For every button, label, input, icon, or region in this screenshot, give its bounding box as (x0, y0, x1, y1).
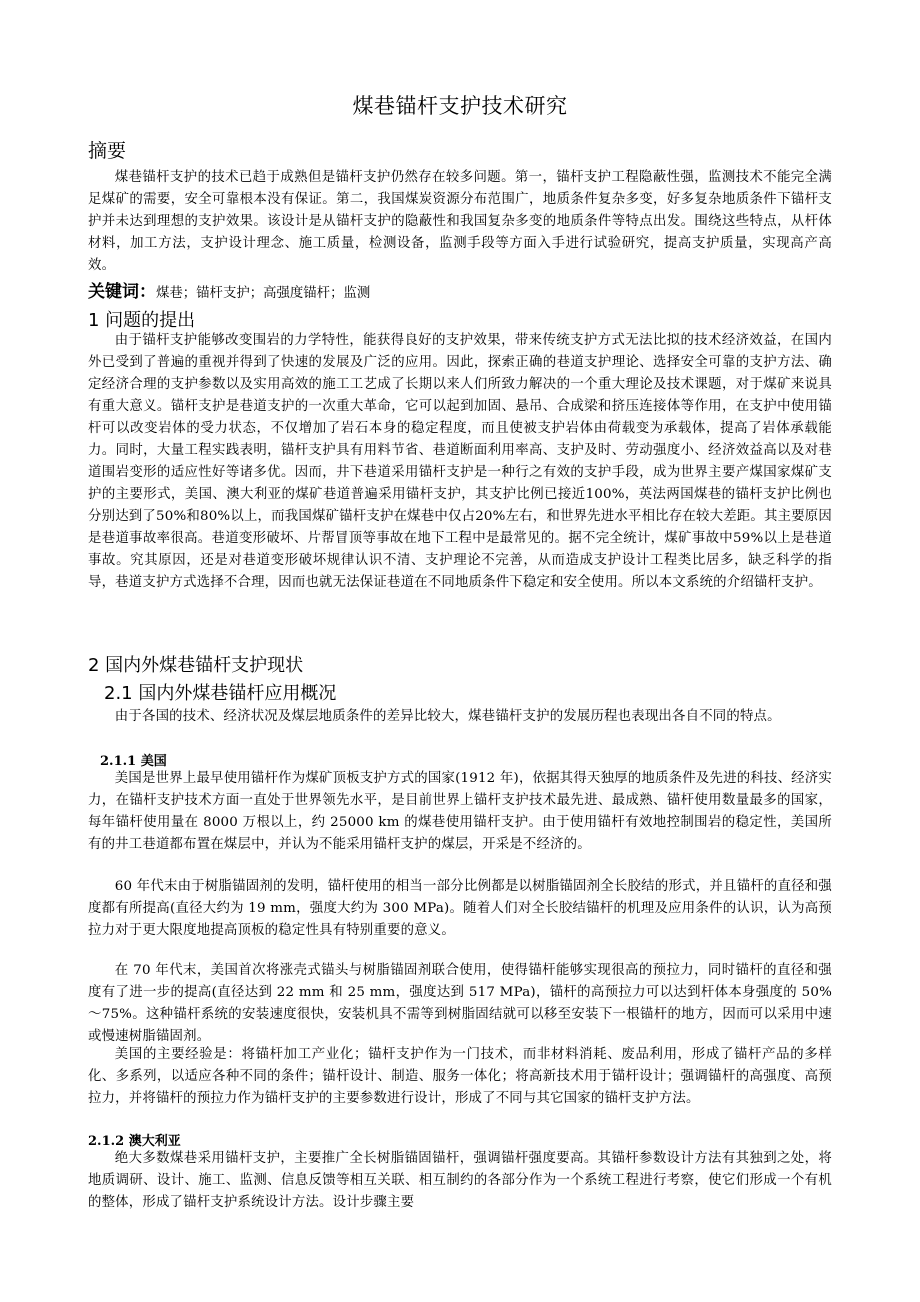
section-2-1-heading: 2.1 国内外煤巷锚杆应用概况 (104, 683, 337, 704)
section-2-1-1-heading: 2.1.1 美国 (100, 754, 167, 769)
abstract-heading: 摘要 (88, 140, 127, 162)
section-1-paragraph: 由于锚杆支护能够改变围岩的力学特性，能获得良好的支护效果，带来传统支护方式无法比拟的技术经济效益，在国内外已受到了普遍的重视并得到了快速的发展及广泛的应用。因此，探索正确的巷道支护理论、选择安全可靠的支护方法、确定经济合理的支护参数以及实用高效的施工工艺成了长期以来人们所致力解决的一个重大理论及技术课题，对于煤矿来说具有重大意义。锚杆支护是巷道支护的一次重大革命，它可以起到加固、悬吊、合成梁和挤压连接体等作用，在支护中使用锚杆可以改变岩体的受力状态，不仅增加了岩石本身的稳定程度，而且使被支护岩体由荷载变为承载体，提高了岩体承载能力。同时，大量工程实践表明，锚杆支护具有用料节省、巷道断面利用率高、支护及时、劳动强度小、经济效益高以及对巷道围岩变形的适应性好等诸多优。因而，井下巷道采用锚杆支护是一种行之有效的支护手段，成为世界主要产煤国家煤矿支护的主要形式，美国、澳大利亚的煤矿巷道普遍采用锚杆支护，其支护比例已接近100%，英法两国煤巷的锚杆支护比例也分别达到了50%和80%以上，而我国煤矿锚杆支护在煤巷中仅占20%左右，和世界先进水平相比存在较大差距。其主要原因是巷道事故率很高。巷道变形破坏、片帮冒顶等事故在地下工程中是最常见的。据不完全统计，煤矿事故中59%以上是巷道事故。究其原因，还是对巷道变形破坏规律认识不清、支护理论不完善，从而造成支护设计工程类比居多，缺乏科学的指导，巷道支护方式选择不合理，因而也就无法保证巷道在不同地质条件下稳定和安全使用。所以本文系统的介绍锚杆支护。 (88, 333, 832, 590)
keywords-label: 关键词： (88, 282, 156, 302)
usa-paragraph-3: 在 70 年代末，美国首次将涨壳式锚头与树脂锚固剂联合使用，使得锚杆能够实现很高的预拉力，同时锚杆的直径和强度有了进一步的提高(直径达到 22 mm 和 25 mm，强度达到 517 MPa)，锚杆的高预拉力可以达到杆体本身强度的 50%～75%。这种锚杆系统的安装速度很快，安装机具不需等到树脂固结就可以移至安装下一根锚杆的地方，因而可以采用中速或慢速树脂锚固剂。 (88, 963, 832, 1044)
usa-paragraph-4: 美国的主要经验是：将锚杆加工产业化；锚杆支护作为一门技术，而非材料消耗、废品利用，形成了锚杆产品的多样化、多系列，以适应各种不同的条件；锚杆设计、制造、服务一体化；将高新技术用于锚杆设计；强调锚杆的高强度、高预拉力，并将锚杆的预拉力作为锚杆支护的主要参数进行设计，形成了不同与其它国家的锚杆支护方法。 (88, 1047, 832, 1106)
section-2-1-paragraph: 由于各国的技术、经济状况及煤层地质条件的差异比较大，煤巷锚杆支护的发展历程也表现出各自不同的特点。 (114, 709, 781, 724)
keywords-line (88, 281, 370, 305)
section-2-heading: 2 国内外煤巷锚杆支护现状 (88, 655, 304, 676)
usa-paragraph-1: 美国是世界上最早使用锚杆作为煤矿顶板支护方式的国家(1912 年)，依据其得天独厚的地质条件及先进的科技、经济实力，在锚杆支护技术方面一直处于世界领先水平，是目前世界上锚杆支护技术最先进、最成熟、锚杆使用数量最多的国家，每年锚杆使用量在 8000 万根以上，约 25000 km 的煤巷使用锚杆支护。由于使用锚杆有效地控制围岩的稳定性，美国所有的井工巷道都布置在煤层中，并认为不能采用锚杆支护的煤层，开采是不经济的。 (88, 771, 832, 852)
usa-paragraph-2: 60 年代末由于树脂锚固剂的发明，锚杆使用的相当一部分比例都是以树脂锚固剂全长胶结的形式，并且锚杆的直径和强度都有所提高(直径大约为 19 mm，强度大约为 300 MPa)。随着人们对全长胶结锚杆的机理及应用条件的认识，认为高预拉力对于更大限度地提高顶板的稳定性具有特别重要的意义。 (88, 879, 832, 938)
keywords-text: 煤巷；锚杆支护；高强度锚杆；监测 (156, 286, 371, 301)
section-2-1-2-heading: 2.1.2 澳大利亚 (88, 1134, 181, 1149)
section-1-heading: 1 问题的提出 (88, 310, 196, 331)
abstract-paragraph: 煤巷锚杆支护的技术已趋于成熟但是锚杆支护仍然存在较多问题。第一，锚杆支护工程隐蔽性强，监测技术不能完全满足煤矿的需要，安全可靠根本没有保证。第二，我国煤炭资源分布范围广，地质条件复杂多变，好多复杂地质条件下锚杆支护并未达到理想的支护效果。该设计是从锚杆支护的隐蔽性和我国复杂多变的地质条件等特点出发。围绕这些特点，从杆体材料，加工方法，支护设计理念、施工质量，检测设备，监测手段等方面入手进行试验研究，提高支护质量，实现高产高效。 (88, 170, 832, 273)
australia-paragraph-1: 绝大多数煤巷采用锚杆支护，主要推广全长树脂锚固锚杆，强调锚杆强度要高。其锚杆参数设计方法有其独到之处，将地质调研、设计、施工、监测、信息反馈等相互关联、相互制约的各部分作为一个系统工程进行考察，使它们形成一个有机的整体，形成了锚杆支护系统设计方法。设计步骤主要 (88, 1151, 832, 1210)
document-title: 煤巷锚杆支护技术研究 (352, 94, 568, 118)
